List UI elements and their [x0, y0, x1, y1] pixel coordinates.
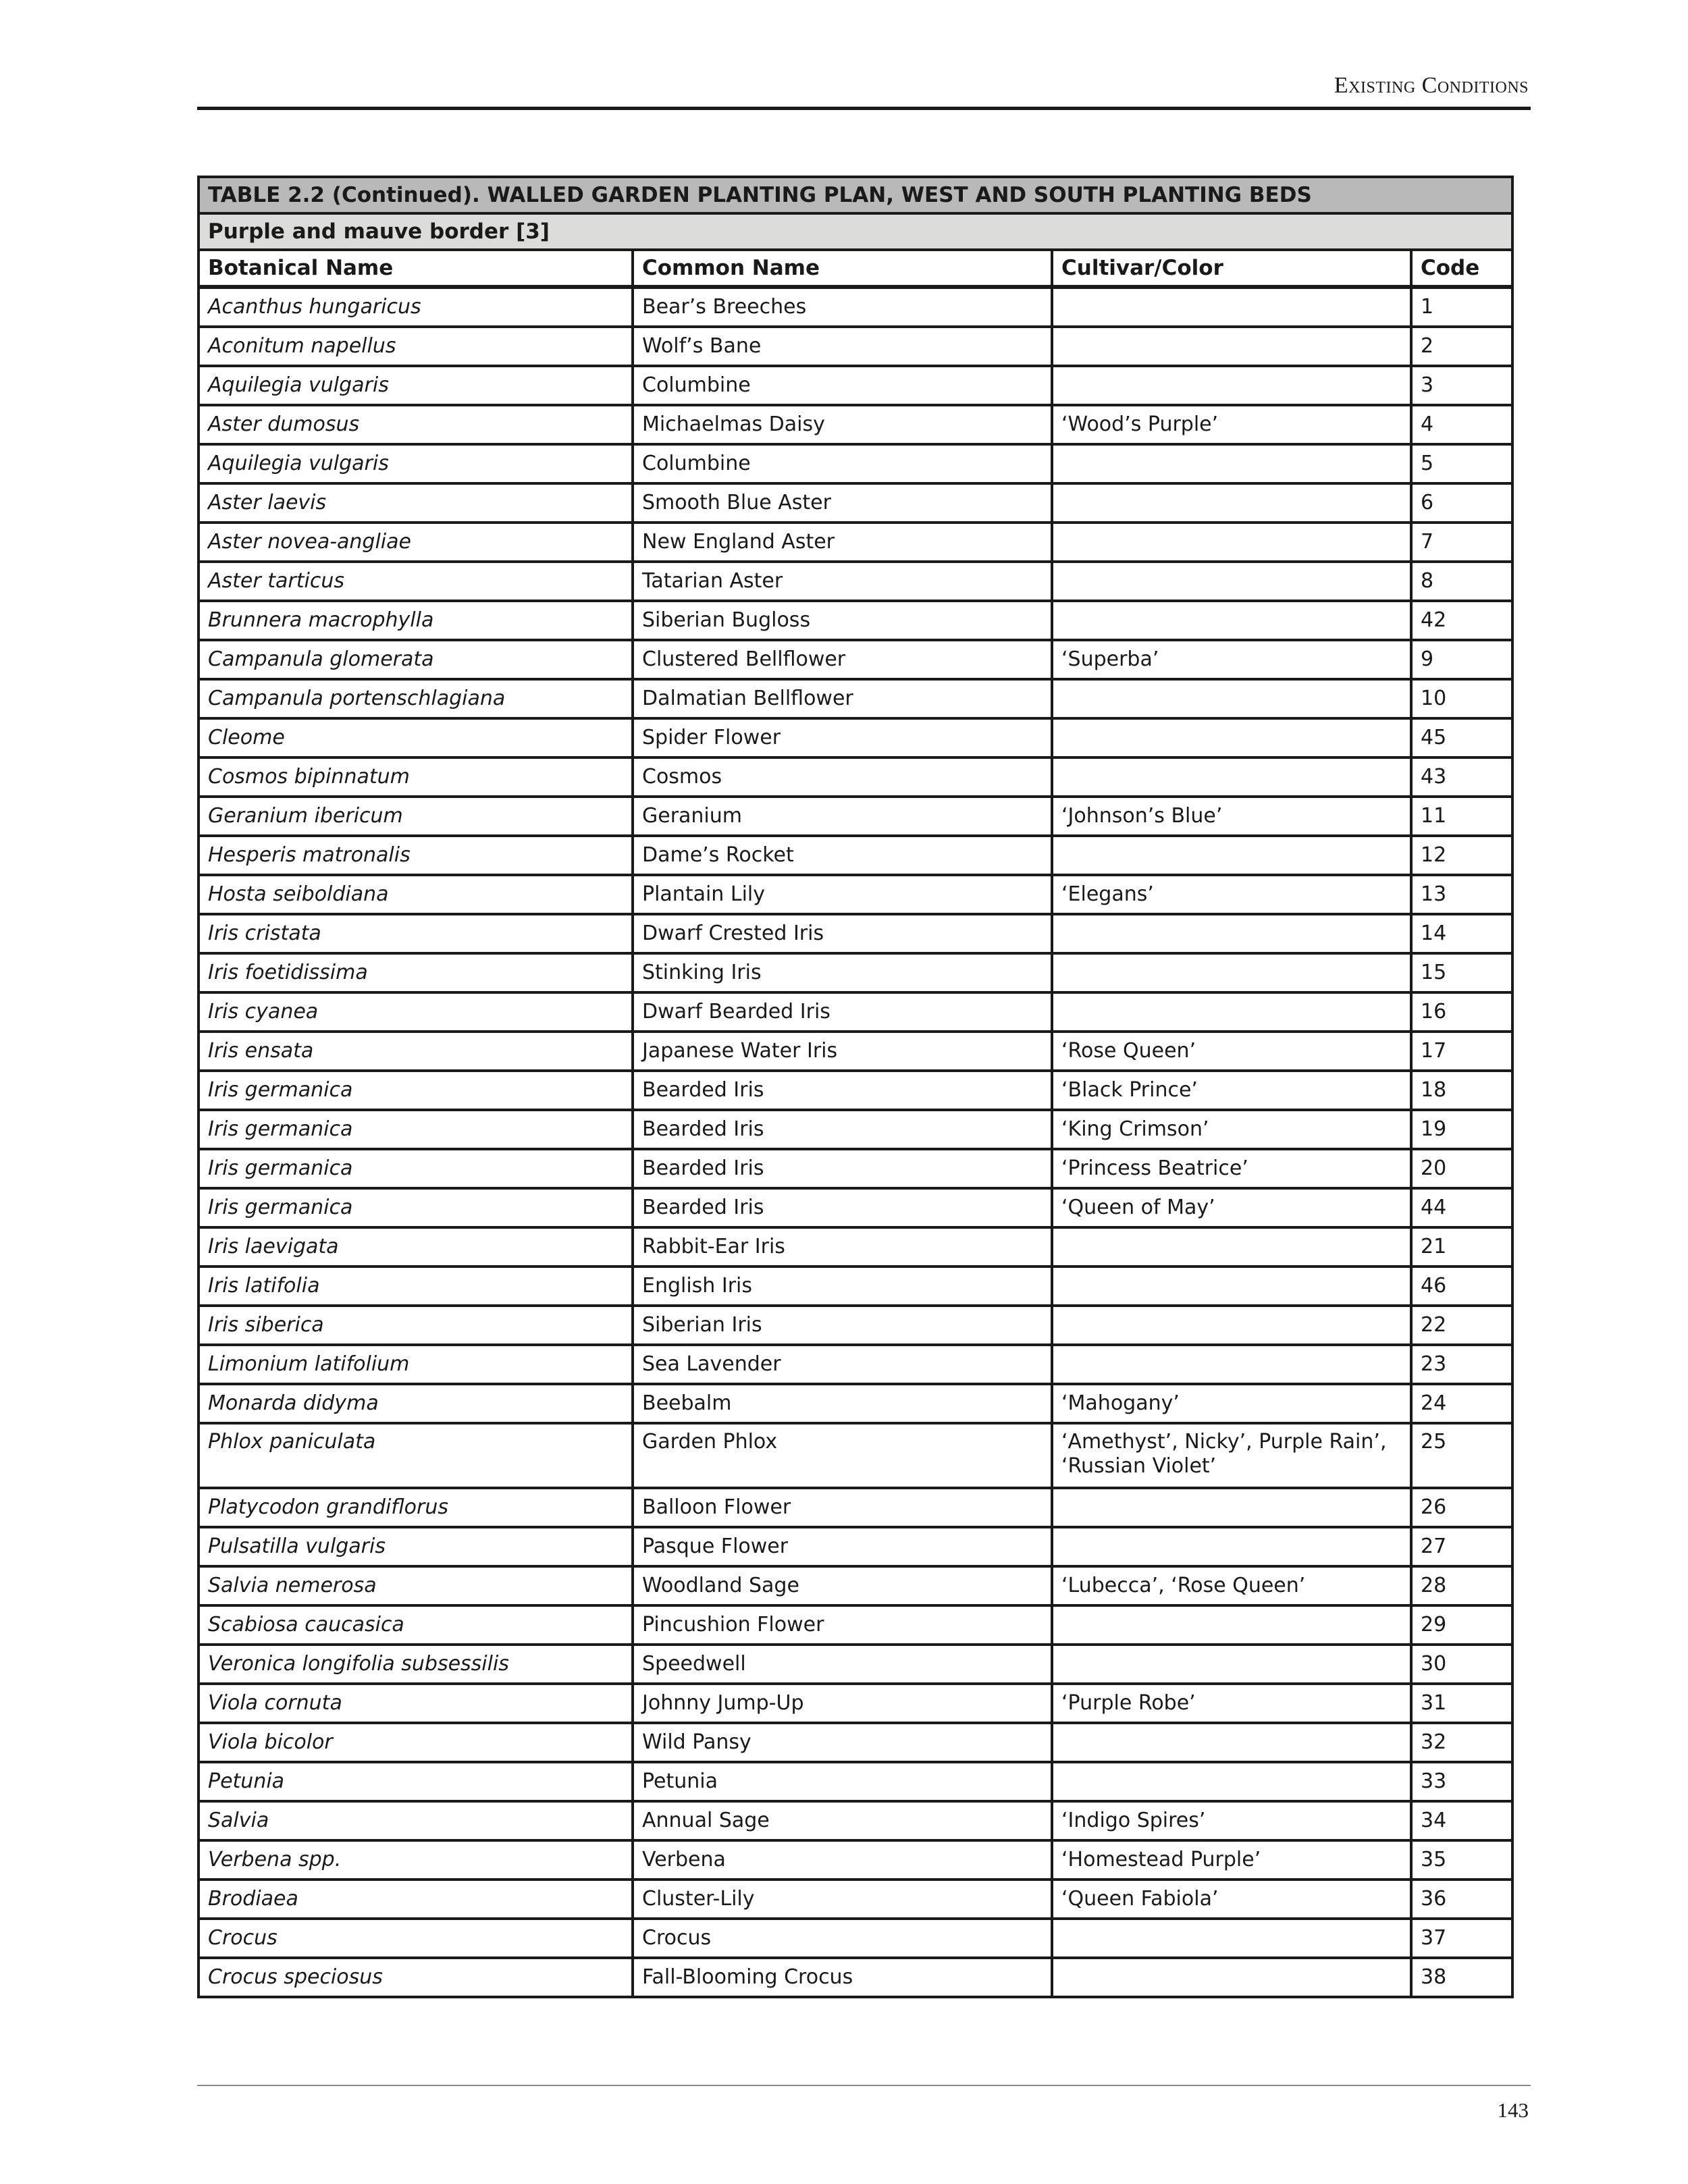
botanical-name-cell: Cleome: [199, 718, 633, 757]
table-row: [199, 1384, 1512, 1423]
cultivar-color-cell: ‘Elegans’: [1052, 875, 1411, 914]
code-cell: 13: [1411, 875, 1512, 914]
code-cell: 43: [1411, 757, 1512, 797]
botanical-name-cell: Iris germanica: [199, 1071, 633, 1110]
table-title: TABLE 2.2 (Continued). WALLED GARDEN PLANTING PLAN, WEST AND SOUTH PLANTING BEDS: [199, 177, 1512, 213]
cultivar-color-cell: [1052, 953, 1411, 992]
table-row: [199, 1488, 1512, 1527]
cultivar-color-cell: [1052, 523, 1411, 562]
table-row: [199, 1071, 1512, 1110]
code-cell: 1: [1411, 287, 1512, 327]
code-cell: 24: [1411, 1384, 1512, 1423]
botanical-name-cell: Aquilegia vulgaris: [199, 366, 633, 405]
botanical-name-cell: Aster dumosus: [199, 405, 633, 444]
code-cell: 15: [1411, 953, 1512, 992]
cultivar-color-cell: ‘Purple Robe’: [1052, 1684, 1411, 1723]
table-row: [199, 444, 1512, 483]
botanical-name-cell: Crocus: [199, 1919, 633, 1958]
common-name-cell: Siberian Iris: [633, 1306, 1052, 1345]
botanical-name-cell: Hosta seiboldiana: [199, 875, 633, 914]
botanical-name-cell: Iris germanica: [199, 1188, 633, 1227]
cultivar-color-cell: [1052, 562, 1411, 601]
cultivar-color-cell: [1052, 1762, 1411, 1801]
botanical-name-cell: Verbena spp.: [199, 1840, 633, 1880]
table-subtitle: Purple and mauve border [3]: [199, 213, 1512, 250]
code-cell: 5: [1411, 444, 1512, 483]
code-cell: 17: [1411, 1032, 1512, 1071]
column-header-code: Code: [1411, 250, 1512, 287]
cultivar-color-cell: [1052, 1958, 1411, 1997]
cultivar-color-cell: ‘Johnson’s Blue’: [1052, 797, 1411, 836]
botanical-name-cell: Petunia: [199, 1762, 633, 1801]
table-row: [199, 1110, 1512, 1149]
common-name-cell: Japanese Water Iris: [633, 1032, 1052, 1071]
code-cell: 34: [1411, 1801, 1512, 1840]
cultivar-color-cell: ‘Black Prince’: [1052, 1071, 1411, 1110]
table-row: [199, 1267, 1512, 1306]
code-cell: 11: [1411, 797, 1512, 836]
table-row: [199, 1149, 1512, 1188]
common-name-cell: Balloon Flower: [633, 1488, 1052, 1527]
cultivar-color-cell: [1052, 1645, 1411, 1684]
cultivar-color-cell: [1052, 679, 1411, 718]
code-cell: 36: [1411, 1880, 1512, 1919]
code-cell: 2: [1411, 327, 1512, 366]
common-name-cell: Bearded Iris: [633, 1110, 1052, 1149]
code-cell: 8: [1411, 562, 1512, 601]
cultivar-color-cell: [1052, 444, 1411, 483]
code-cell: 18: [1411, 1071, 1512, 1110]
common-name-cell: Geranium: [633, 797, 1052, 836]
cultivar-color-cell: [1052, 1345, 1411, 1384]
cultivar-color-cell: [1052, 757, 1411, 797]
common-name-cell: Bearded Iris: [633, 1149, 1052, 1188]
common-name-cell: Cluster-Lily: [633, 1880, 1052, 1919]
cultivar-color-cell: ‘Queen of May’: [1052, 1188, 1411, 1227]
common-name-cell: Cosmos: [633, 757, 1052, 797]
code-cell: 30: [1411, 1645, 1512, 1684]
table-row: [199, 1762, 1512, 1801]
table-row: [199, 562, 1512, 601]
botanical-name-cell: Platycodon grandiflorus: [199, 1488, 633, 1527]
cultivar-color-cell: [1052, 718, 1411, 757]
cultivar-color-cell: ‘Amethyst’, Nicky’, Purple Rain’, ‘Russian Violet’: [1052, 1423, 1411, 1488]
cultivar-color-cell: [1052, 327, 1411, 366]
code-cell: 38: [1411, 1958, 1512, 1997]
cultivar-color-cell: ‘Homestead Purple’: [1052, 1840, 1411, 1880]
common-name-cell: Rabbit-Ear Iris: [633, 1227, 1052, 1267]
code-cell: 42: [1411, 601, 1512, 640]
common-name-cell: Plantain Lily: [633, 875, 1052, 914]
table-subtitle-row: [199, 213, 1512, 250]
common-name-cell: Fall-Blooming Crocus: [633, 1958, 1052, 1997]
code-cell: 31: [1411, 1684, 1512, 1723]
table-row: [199, 1345, 1512, 1384]
code-cell: 28: [1411, 1566, 1512, 1605]
code-cell: 46: [1411, 1267, 1512, 1306]
botanical-name-cell: Salvia nemerosa: [199, 1566, 633, 1605]
table-row: [199, 287, 1512, 327]
code-cell: 27: [1411, 1527, 1512, 1566]
table-row: [199, 1032, 1512, 1071]
code-cell: 3: [1411, 366, 1512, 405]
botanical-name-cell: Viola bicolor: [199, 1723, 633, 1762]
cultivar-color-cell: [1052, 601, 1411, 640]
table-row: [199, 836, 1512, 875]
cultivar-color-cell: [1052, 1527, 1411, 1566]
cultivar-color-cell: [1052, 1227, 1411, 1267]
code-cell: 6: [1411, 483, 1512, 523]
common-name-cell: Wolf’s Bane: [633, 327, 1052, 366]
cultivar-color-cell: [1052, 914, 1411, 953]
code-cell: 16: [1411, 992, 1512, 1032]
table-row: [199, 1684, 1512, 1723]
common-name-cell: Dalmatian Bellflower: [633, 679, 1052, 718]
code-cell: 37: [1411, 1919, 1512, 1958]
table-row: [199, 1645, 1512, 1684]
planting-table: [197, 176, 1514, 1998]
table-row: [199, 366, 1512, 405]
botanical-name-cell: Brunnera macrophylla: [199, 601, 633, 640]
botanical-name-cell: Iris germanica: [199, 1110, 633, 1149]
cultivar-color-cell: [1052, 483, 1411, 523]
cultivar-color-cell: [1052, 1605, 1411, 1645]
common-name-cell: Woodland Sage: [633, 1566, 1052, 1605]
cultivar-color-cell: [1052, 1306, 1411, 1345]
table-row: [199, 1840, 1512, 1880]
cultivar-color-cell: [1052, 1488, 1411, 1527]
botanical-name-cell: Scabiosa caucasica: [199, 1605, 633, 1645]
common-name-cell: Spider Flower: [633, 718, 1052, 757]
common-name-cell: Pincushion Flower: [633, 1605, 1052, 1645]
common-name-cell: Bear’s Breeches: [633, 287, 1052, 327]
table-row: [199, 483, 1512, 523]
botanical-name-cell: Iris cyanea: [199, 992, 633, 1032]
botanical-name-cell: Iris laevigata: [199, 1227, 633, 1267]
botanical-name-cell: Aconitum napellus: [199, 327, 633, 366]
botanical-name-cell: Limonium latifolium: [199, 1345, 633, 1384]
code-cell: 22: [1411, 1306, 1512, 1345]
common-name-cell: Dwarf Crested Iris: [633, 914, 1052, 953]
cultivar-color-cell: ‘Indigo Spires’: [1052, 1801, 1411, 1840]
botanical-name-cell: Crocus speciosus: [199, 1958, 633, 1997]
cultivar-color-cell: ‘Queen Fabiola’: [1052, 1880, 1411, 1919]
table-row: [199, 992, 1512, 1032]
footer-rule: [197, 2085, 1531, 2086]
botanical-name-cell: Salvia: [199, 1801, 633, 1840]
botanical-name-cell: Iris latifolia: [199, 1267, 633, 1306]
table-row: [199, 1723, 1512, 1762]
botanical-name-cell: Aquilegia vulgaris: [199, 444, 633, 483]
code-cell: 14: [1411, 914, 1512, 953]
code-cell: 45: [1411, 718, 1512, 757]
botanical-name-cell: Iris cristata: [199, 914, 633, 953]
cultivar-color-cell: ‘King Crimson’: [1052, 1110, 1411, 1149]
table-row: [199, 1919, 1512, 1958]
table-row: [199, 1880, 1512, 1919]
botanical-name-cell: Veronica longifolia subsessilis: [199, 1645, 633, 1684]
common-name-cell: English Iris: [633, 1267, 1052, 1306]
code-cell: 44: [1411, 1188, 1512, 1227]
common-name-cell: Sea Lavender: [633, 1345, 1052, 1384]
code-cell: 25: [1411, 1423, 1512, 1488]
botanical-name-cell: Cosmos bipinnatum: [199, 757, 633, 797]
botanical-name-cell: Iris germanica: [199, 1149, 633, 1188]
botanical-name-cell: Viola cornuta: [199, 1684, 633, 1723]
cultivar-color-cell: [1052, 287, 1411, 327]
header-rule: [197, 107, 1531, 110]
table-row: [199, 327, 1512, 366]
common-name-cell: Annual Sage: [633, 1801, 1052, 1840]
common-name-cell: Columbine: [633, 444, 1052, 483]
common-name-cell: Wild Pansy: [633, 1723, 1052, 1762]
code-cell: 9: [1411, 640, 1512, 679]
table-row: [199, 757, 1512, 797]
common-name-cell: Bearded Iris: [633, 1071, 1052, 1110]
code-cell: 19: [1411, 1110, 1512, 1149]
botanical-name-cell: Iris ensata: [199, 1032, 633, 1071]
botanical-name-cell: Pulsatilla vulgaris: [199, 1527, 633, 1566]
botanical-name-cell: Aster tarticus: [199, 562, 633, 601]
botanical-name-cell: Hesperis matronalis: [199, 836, 633, 875]
cultivar-color-cell: ‘Wood’s Purple’: [1052, 405, 1411, 444]
code-cell: 10: [1411, 679, 1512, 718]
botanical-name-cell: Monarda didyma: [199, 1384, 633, 1423]
cultivar-color-cell: [1052, 1723, 1411, 1762]
common-name-cell: Smooth Blue Aster: [633, 483, 1052, 523]
common-name-cell: Crocus: [633, 1919, 1052, 1958]
table-row: [199, 953, 1512, 992]
code-cell: 21: [1411, 1227, 1512, 1267]
table-row: [199, 1958, 1512, 1997]
column-header-cultivar-color: Cultivar/Color: [1052, 250, 1411, 287]
common-name-cell: Verbena: [633, 1840, 1052, 1880]
code-cell: 20: [1411, 1149, 1512, 1188]
botanical-name-cell: Campanula glomerata: [199, 640, 633, 679]
common-name-cell: Columbine: [633, 366, 1052, 405]
common-name-cell: Stinking Iris: [633, 953, 1052, 992]
table-row: [199, 640, 1512, 679]
table-row: [199, 1527, 1512, 1566]
botanical-name-cell: Aster novea-angliae: [199, 523, 633, 562]
table-row: [199, 405, 1512, 444]
common-name-cell: Clustered Bellflower: [633, 640, 1052, 679]
cultivar-color-cell: ‘Princess Beatrice’: [1052, 1149, 1411, 1188]
running-head: Existing Conditions: [1334, 73, 1529, 98]
code-cell: 12: [1411, 836, 1512, 875]
code-cell: 26: [1411, 1488, 1512, 1527]
code-cell: 35: [1411, 1840, 1512, 1880]
table-row: [199, 875, 1512, 914]
botanical-name-cell: Geranium ibericum: [199, 797, 633, 836]
cultivar-color-cell: [1052, 836, 1411, 875]
code-cell: 33: [1411, 1762, 1512, 1801]
table-row: [199, 1566, 1512, 1605]
table-row: [199, 1306, 1512, 1345]
code-cell: 4: [1411, 405, 1512, 444]
botanical-name-cell: Acanthus hungaricus: [199, 287, 633, 327]
table-row: [199, 679, 1512, 718]
column-header-botanical-name: Botanical Name: [199, 250, 633, 287]
code-cell: 32: [1411, 1723, 1512, 1762]
table-row: [199, 718, 1512, 757]
common-name-cell: Dame’s Rocket: [633, 836, 1052, 875]
table-row: [199, 914, 1512, 953]
cultivar-color-cell: [1052, 1267, 1411, 1306]
botanical-name-cell: Brodiaea: [199, 1880, 633, 1919]
common-name-cell: Michaelmas Daisy: [633, 405, 1052, 444]
common-name-cell: Siberian Bugloss: [633, 601, 1052, 640]
column-header-row: [199, 250, 1512, 287]
table-row: [199, 797, 1512, 836]
botanical-name-cell: Iris siberica: [199, 1306, 633, 1345]
cultivar-color-cell: ‘Lubecca’, ‘Rose Queen’: [1052, 1566, 1411, 1605]
table-title-row: [199, 177, 1512, 213]
table-row: [199, 1605, 1512, 1645]
table-row: [199, 1188, 1512, 1227]
cultivar-color-cell: ‘Superba’: [1052, 640, 1411, 679]
common-name-cell: Petunia: [633, 1762, 1052, 1801]
cultivar-color-cell: [1052, 1919, 1411, 1958]
common-name-cell: Bearded Iris: [633, 1188, 1052, 1227]
table-row: [199, 523, 1512, 562]
botanical-name-cell: Iris foetidissima: [199, 953, 633, 992]
common-name-cell: Beebalm: [633, 1384, 1052, 1423]
botanical-name-cell: Aster laevis: [199, 483, 633, 523]
table-row: [199, 1227, 1512, 1267]
code-cell: 29: [1411, 1605, 1512, 1645]
common-name-cell: Johnny Jump-Up: [633, 1684, 1052, 1723]
common-name-cell: Garden Phlox: [633, 1423, 1052, 1488]
page-number: 143: [1497, 2098, 1529, 2122]
botanical-name-cell: Campanula portenschlagiana: [199, 679, 633, 718]
cultivar-color-cell: [1052, 992, 1411, 1032]
table-row: [199, 1801, 1512, 1840]
cultivar-color-cell: [1052, 366, 1411, 405]
table-row: [199, 601, 1512, 640]
cultivar-color-cell: ‘Mahogany’: [1052, 1384, 1411, 1423]
table-row: [199, 1423, 1512, 1488]
common-name-cell: Tatarian Aster: [633, 562, 1052, 601]
common-name-cell: Dwarf Bearded Iris: [633, 992, 1052, 1032]
botanical-name-cell: Phlox paniculata: [199, 1423, 633, 1488]
table-body: [199, 287, 1512, 1997]
column-header-common-name: Common Name: [633, 250, 1052, 287]
common-name-cell: Pasque Flower: [633, 1527, 1052, 1566]
common-name-cell: New England Aster: [633, 523, 1052, 562]
code-cell: 7: [1411, 523, 1512, 562]
common-name-cell: Speedwell: [633, 1645, 1052, 1684]
cultivar-color-cell: ‘Rose Queen’: [1052, 1032, 1411, 1071]
code-cell: 23: [1411, 1345, 1512, 1384]
